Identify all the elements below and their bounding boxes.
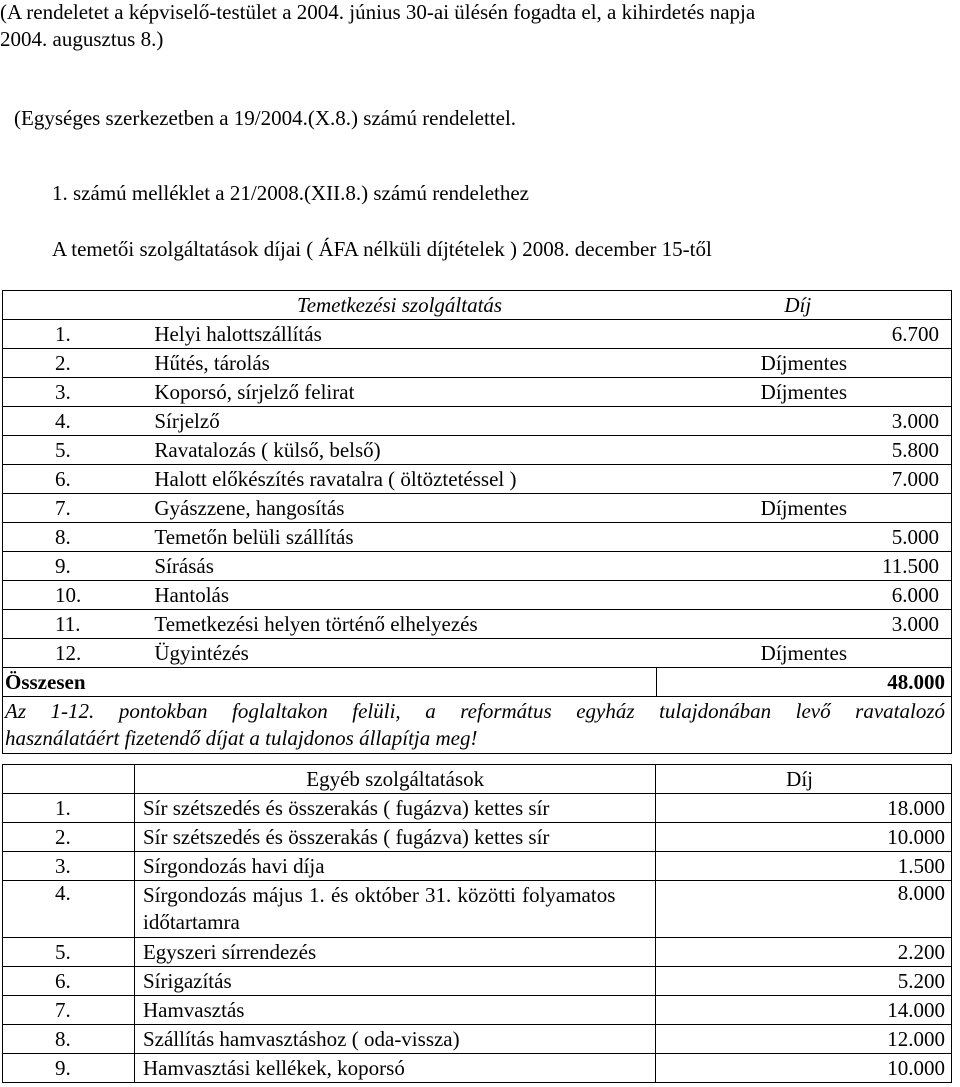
row-fee: Díjmentes [657,639,952,668]
other-services-table [2,764,952,1083]
row-fee: 3.000 [657,407,952,436]
table-row [3,581,952,610]
row-service: Sírigazítás [134,967,655,996]
fee-schedule-title: A temetői szolgáltatások díjai ( ÁFA nélküli díjtételek ) 2008. december 15-től [52,237,712,261]
row-service: Koporsó, sírjelző felirat [142,378,656,407]
row-service: Ravatalozás ( külső, belső) [142,436,656,465]
consolidation-note: (Egységes szerkezetben a 19/2004.(X.8.) számú rendelettel. [14,106,517,130]
table-row [3,996,952,1025]
row-fee: 10.000 [656,1054,952,1083]
table-row [3,1054,952,1083]
row-service: Sírgondozás május 1. és október 31. közötti folyamatos időtartamra [134,881,655,938]
row-service: Halott előkészítés ravatalra ( öltöztetéssel ) [142,465,656,494]
row-number: 6. [3,465,143,494]
row-service: Hamvasztási kellékek, koporsó [134,1054,655,1083]
row-service: Egyszeri sírrendezés [134,938,655,967]
row-service: Hamvasztás [134,996,655,1025]
table-row [3,436,952,465]
table-row [3,552,952,581]
table-row [3,407,952,436]
note-row [3,697,952,754]
row-service: Sír szétszedés és összerakás ( fugázva) kettes sír [134,794,655,823]
row-service: Hantolás [142,581,656,610]
header-blank-cell [3,291,143,320]
row-fee: Díjmentes [657,378,952,407]
funeral-services-table [2,290,952,754]
row-number: 5. [3,938,135,967]
table-row [3,794,952,823]
table-row [3,320,952,349]
row-fee: Díjmentes [657,349,952,378]
row-number: 10. [3,581,143,610]
row-number: 3. [3,378,143,407]
row-number: 12. [3,639,143,668]
row-number: 7. [3,996,135,1025]
header-fee-cell: Díj [656,765,952,794]
row-service: Helyi halottszállítás [142,320,656,349]
row-number: 9. [3,552,143,581]
table-row [3,938,952,967]
row-number: 2. [3,823,135,852]
total-label: Összesen [3,668,657,697]
row-fee: 1.500 [656,852,952,881]
row-number: 7. [3,494,143,523]
row-number: 3. [3,852,135,881]
row-service: Temetkezési helyen történő elhelyezés [142,610,656,639]
row-service: Sírásás [142,552,656,581]
total-value: 48.000 [657,668,952,697]
table-row [3,523,952,552]
row-fee: 6.700 [657,320,952,349]
row-fee: 6.000 [657,581,952,610]
table-row [3,852,952,881]
note-cell [3,697,952,754]
adoption-note-line-2: 2004. augusztus 8.) [0,27,164,51]
table-row [3,967,952,996]
row-fee: 18.000 [656,794,952,823]
table-row [3,823,952,852]
row-service: Sírgondozás havi díja [134,852,655,881]
row-number: 2. [3,349,143,378]
row-number: 5. [3,436,143,465]
row-service: Temetőn belüli szállítás [142,523,656,552]
table-header-row [3,291,952,320]
note-line-1: Az 1-12. pontokban foglaltakon felüli, a református egyház tulajdonában levő ravatalozó [5,699,945,723]
row-service: Szállítás hamvasztáshoz ( oda-vissza) [134,1025,655,1054]
header-service-cell: Temetkezési szolgáltatás [142,291,656,320]
row-number: 1. [3,794,135,823]
row-fee: 5.800 [657,436,952,465]
header-fee-cell: Díj [657,291,952,320]
table-row [3,378,952,407]
row-fee: 2.200 [656,938,952,967]
row-fee: 10.000 [656,823,952,852]
annex-title: 1. számú melléklet a 21/2008.(XII.8.) számú rendelethez [52,181,529,205]
row-service: Sírjelző [142,407,656,436]
row-fee: 3.000 [657,610,952,639]
row-fee: Díjmentes [657,494,952,523]
row-fee: 8.000 [656,881,952,938]
table-header-row [3,765,952,794]
row-number: 8. [3,1025,135,1054]
row-fee: 11.500 [657,552,952,581]
row-number: 4. [3,881,135,938]
row-service: Hűtés, tárolás [142,349,656,378]
row-fee: 7.000 [657,465,952,494]
row-service: Ügyintézés [142,639,656,668]
row-number: 8. [3,523,143,552]
header-service-cell: Egyéb szolgáltatások [134,765,655,794]
row-fee: 5.000 [657,523,952,552]
row-fee: 12.000 [656,1025,952,1054]
row-fee: 5.200 [656,967,952,996]
row-service: Sír szétszedés és összerakás ( fugázva) kettes sír [134,823,655,852]
row-service: Gyászzene, hangosítás [142,494,656,523]
table-row [3,639,952,668]
note-line-2: használatáért fizetendő díjat a tulajdonos állapítja meg! [5,726,478,750]
row-fee: 14.000 [656,996,952,1025]
row-number: 11. [3,610,143,639]
table-row [3,349,952,378]
header-blank-cell [3,765,135,794]
adoption-note-line-1: (A rendeletet a képviselő-testület a 2004. június 30-ai ülésén fogadta el, a kihirdetés napja [0,0,756,24]
row-number: 4. [3,407,143,436]
row-number: 1. [3,320,143,349]
total-row [3,668,952,697]
row-number: 6. [3,967,135,996]
table-row [3,610,952,639]
table-row [3,494,952,523]
table-row [3,881,952,938]
row-number: 9. [3,1054,135,1083]
table-row [3,465,952,494]
table-row [3,1025,952,1054]
